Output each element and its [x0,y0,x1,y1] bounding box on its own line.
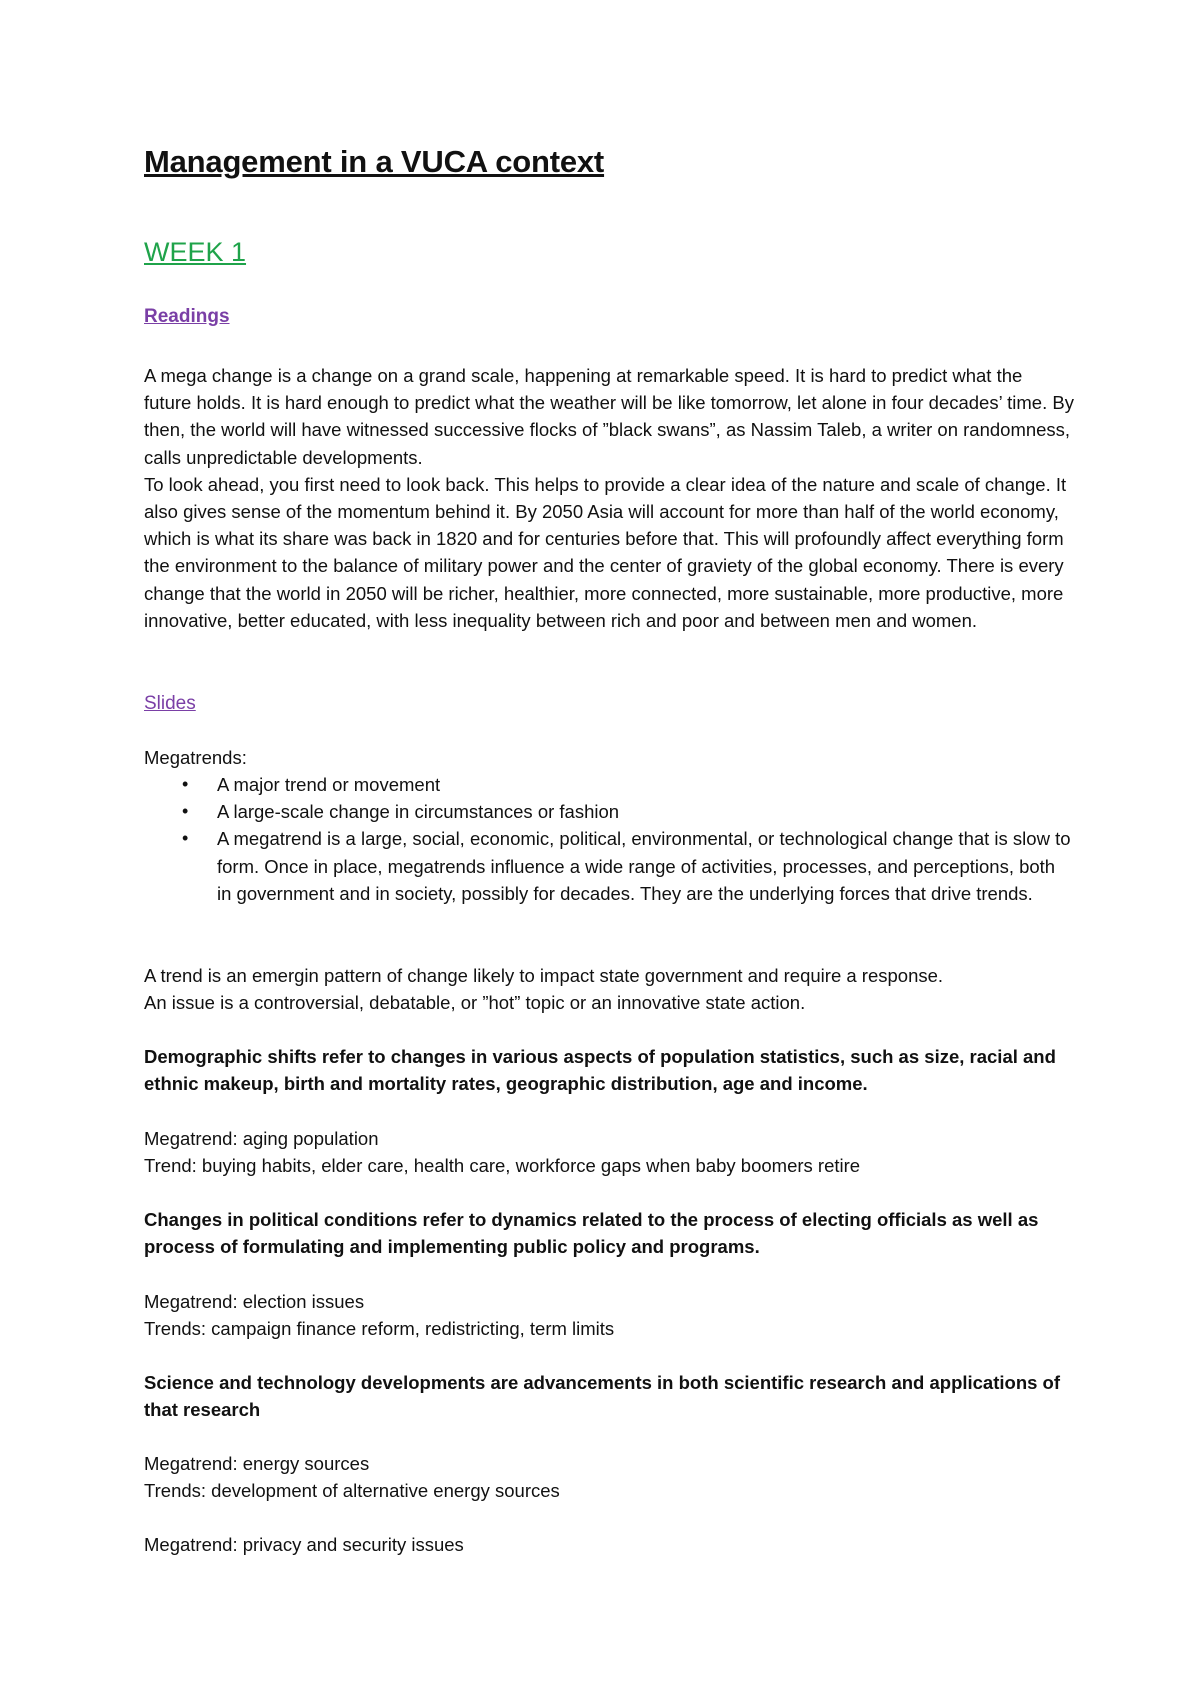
science-technology-definition: Science and technology developments are advancements in both scientific research and applications of that research [144,1372,1061,1421]
political-changes-definition: Changes in political conditions refer to dynamics related to the process of electing officials as well as process of formulating and implementing public policy and programs. [144,1209,1039,1258]
election-issues-block [144,1288,1074,1342]
list-item-text: A megatrend is a large, social, economic, political, environmental, or technological change that is slow to form. Once in place, megatrends influence a wide range of activities, processes, and perceptions, both in government and in society, possibly for decades. They are the underlying forces that drive trends. [217,828,1071,904]
energy-sources-block [144,1450,1074,1504]
bullet-icon: • [182,801,189,822]
bullet-icon: • [182,828,189,849]
energy-trends: Trends: development of alternative energy sources [144,1480,560,1502]
energy-megatrend: Megatrend: energy sources [144,1453,370,1474]
aging-megatrend: Megatrend: aging population [144,1128,379,1149]
megatrends-bullet-list [144,771,1074,907]
bullet-icon: • [182,774,189,794]
list-item-text: A large-scale change in circumstances or fashion [217,801,620,823]
list-item [144,771,1074,798]
readings-heading: Readings [144,306,230,327]
aging-population-block [144,1125,1074,1179]
trend-issue-definitions [144,962,1074,1016]
list-item-text: A major trend or movement [217,774,441,795]
megatrends-label: Megatrends: [144,747,247,768]
aging-trend: Trend: buying habits, elder care, health care, workforce gaps when baby boomers retire [144,1155,861,1177]
document-title: Management in a VUCA context [144,144,605,179]
trend-definition: A trend is an emergin pattern of change likely to impact state government and require a response. [144,965,944,986]
readings-paragraph-1: A mega change is a change on a grand scale, happening at remarkable speed. It is hard to predict what the future holds. It is hard enough to predict what the weather will be like tomorrow, let alone in four decades’ time. By then, the world will have witnessed successive flocks of ”black swans”, as Nassim Taleb, a writer on randomness, calls unpredictable developments. [144,365,1074,468]
election-megatrend: Megatrend: election issues [144,1291,365,1312]
readings-section [144,362,1074,634]
demographic-shifts-definition: Demographic shifts refer to changes in various aspects of population statistics, such as size, racial and ethnic makeup, birth and mortality rates, geographic distribution, age and income. [144,1046,1056,1095]
readings-paragraph-2: To look ahead, you first need to look back. This helps to provide a clear idea of the nature and scale of change. It also gives sense of the momentum behind it. By 2050 Asia will account for more than half of the world economy, which is what its share was back in 1820 and for centuries before that. This will profoundly affect everything form the environment to the balance of military power and the center of graviety of the global economy. There is every change that the world in 2050 will be richer, healthier, more connected, more sustainable, more productive, more innovative, better educated, with less inequality between rich and poor and between men and women. [144,473,1067,631]
week-heading: WEEK 1 [144,237,247,267]
list-item [144,798,1074,825]
list-item [144,825,1074,907]
privacy-megatrend: Megatrend: privacy and security issues [144,1534,464,1555]
slides-heading: Slides [144,693,196,714]
issue-definition: An issue is a controversial, debatable, or ”hot” topic or an innovative state action. [144,992,806,1014]
election-trends: Trends: campaign finance reform, redistricting, term limits [144,1318,615,1340]
